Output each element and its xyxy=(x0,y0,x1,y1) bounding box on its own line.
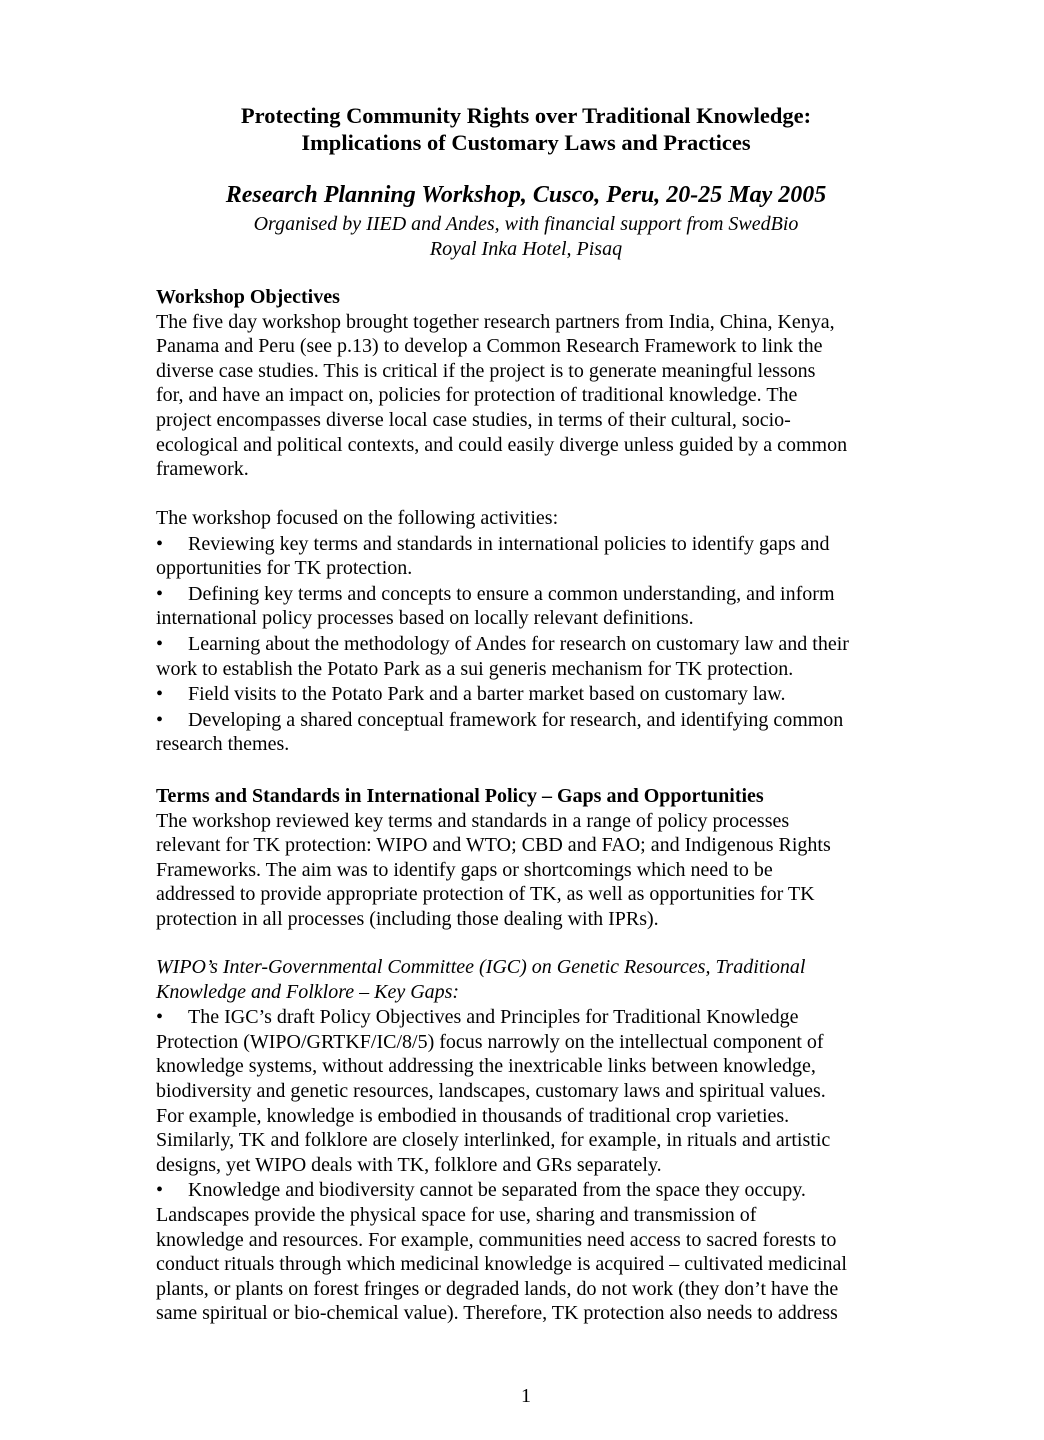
list-item: • Reviewing key terms and standards in international policies to identify gaps and opportunities for TK protection. xyxy=(156,532,830,580)
paragraph-line: framework. xyxy=(156,458,249,481)
paragraph-line: diverse case studies. This is critical if the project is to generate meaningful lessons xyxy=(156,359,816,382)
list-item: • Developing a shared conceptual framework for research, and identifying common research themes. xyxy=(156,708,844,756)
bullet-icon: • xyxy=(156,1006,164,1029)
venue-line: Royal Inka Hotel, Pisaq xyxy=(429,237,623,260)
bullet-icon: • xyxy=(156,708,164,731)
bullet-icon: • xyxy=(156,632,164,655)
activities-list xyxy=(156,506,916,757)
subsection-heading: Knowledge and Folklore – Key Gaps: xyxy=(156,980,460,1003)
section-heading: Workshop Objectives xyxy=(156,286,340,308)
paragraph-line: for, and have an impact on, policies for protection of traditional knowledge. The xyxy=(156,384,798,407)
bullet-icon: • xyxy=(156,683,164,706)
document-subtitle: Research Planning Workshop, Cusco, Peru, 20-25 May 2005 xyxy=(225,182,827,208)
title-line: Implications of Customary Laws and Practices xyxy=(301,130,751,155)
subsection-heading: WIPO’s Inter-Governmental Committee (IGC) on Genetic Resources, Traditional xyxy=(156,956,806,978)
paragraph-line: Panama and Peru (see p.13) to develop a Common Research Framework to link the xyxy=(156,335,823,358)
list-item: • Learning about the methodology of Andes for research on customary law and their work to establish the Potato Park as a sui generis mechanism for TK protection. xyxy=(156,632,849,680)
list-item: • Defining key terms and concepts to ensure a common understanding, and inform international policy processes based on locally relevant definitions. xyxy=(156,582,835,630)
bullet-icon: • xyxy=(156,532,164,555)
section-terms-and-standards xyxy=(156,784,916,932)
paragraph-line: The workshop reviewed key terms and standards in a range of policy processes xyxy=(156,809,790,832)
paragraph-line: Frameworks. The aim was to identify gaps or shortcomings which need to be xyxy=(156,858,773,881)
organiser-line: Organised by IIED and Andes, with financial support from SwedBio xyxy=(253,213,799,235)
bullet-icon: • xyxy=(156,582,164,605)
section-heading: Terms and Standards in International Policy – Gaps and Opportunities xyxy=(156,785,764,807)
organiser-info xyxy=(156,212,896,261)
document-title xyxy=(156,102,896,156)
list-intro: The workshop focused on the following activities: xyxy=(156,507,559,529)
page-number: 1 xyxy=(521,1385,531,1407)
paragraph-line: protection in all processes (including those dealing with IPRs). xyxy=(156,907,659,930)
section-wipo-igc-gaps xyxy=(156,955,916,1326)
list-item: • Knowledge and biodiversity cannot be separated from the space they occupy. Landscapes provide the physical space for use, sharing and transmission of knowledge and resources. For example, communities need access to sacred forests to conduct rituals through which medicinal knowledge is acquired – cultivated medicinal plants, or plants on forest fringes or degraded lands, do not work (they don’t have the same spiritual or bio-chemical value). Therefore, TK protection also needs to address xyxy=(156,1179,847,1325)
paragraph-line: addressed to provide appropriate protection of TK, as well as opportunities for TK xyxy=(156,883,815,906)
list-item: • Field visits to the Potato Park and a barter market based on customary law. xyxy=(156,683,786,706)
list-item: • The IGC’s draft Policy Objectives and Principles for Traditional Knowledge Protection (WIPO/GRTKF/IC/8/5) focus narrowly on the intellectual component of knowledge systems, without addressing the inextricable links between knowledge, biodiversity and genetic resources, landscapes, customary laws and spiritual values. For example, knowledge is embodied in thousands of traditional crop varieties. Similarly, TK and folklore are closely interlinked, for example, in rituals and artistic designs, yet WIPO deals with TK, folklore and GRs separately. xyxy=(156,1006,831,1176)
paragraph-line: project encompasses diverse local case studies, in terms of their cultural, socio- xyxy=(156,408,791,431)
title-line: Protecting Community Rights over Traditional Knowledge: xyxy=(240,103,812,128)
paragraph-line: relevant for TK protection: WIPO and WTO; CBD and FAO; and Indigenous Rights xyxy=(156,834,831,857)
bullet-icon: • xyxy=(156,1179,164,1202)
paragraph-line: The five day workshop brought together research partners from India, China, Kenya, xyxy=(156,310,835,333)
section-workshop-objectives xyxy=(156,285,916,482)
paragraph-line: ecological and political contexts, and could easily diverge unless guided by a common xyxy=(156,433,848,456)
